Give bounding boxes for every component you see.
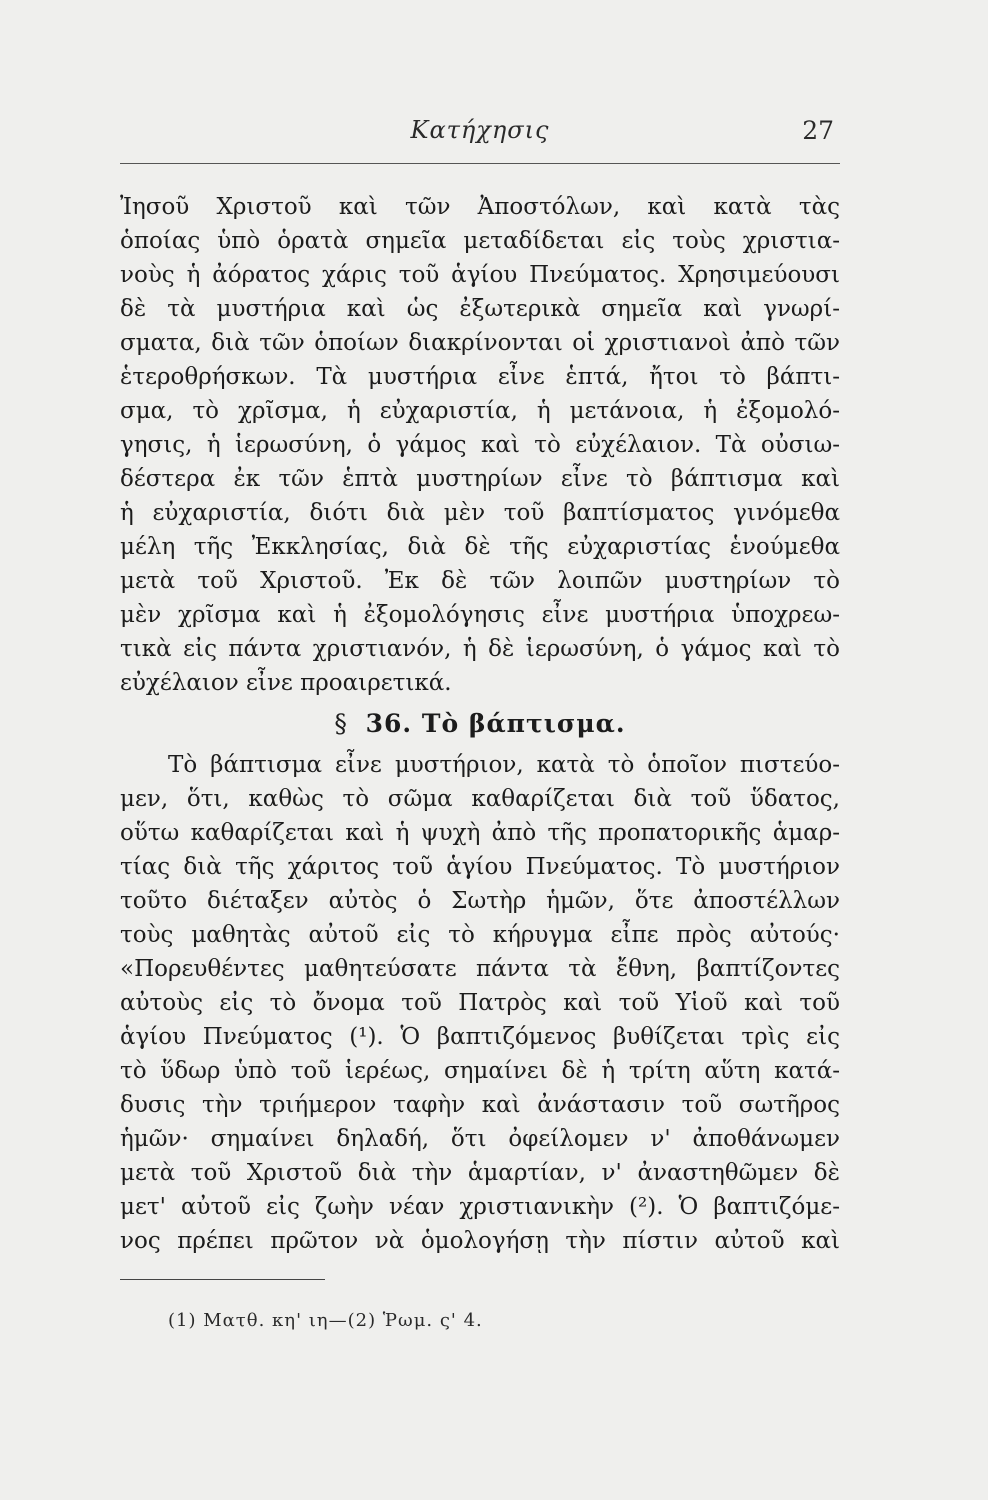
text-line: νοὺς ἡ ἀόρατος χάρις τοῦ ἁγίου Πνεύματος. Χρησιμεύουσι (120, 262, 840, 288)
text-line: τὸ ὕδωρ ὑπὸ τοῦ ἱερέως, σημαίνει δὲ ἡ τρίτη αὕτη κατά- (120, 1058, 840, 1084)
text-line: δυσις τὴν τριήμερον ταφὴν καὶ ἀνάστασιν τοῦ σωτῆρος (120, 1092, 840, 1118)
text-line: μέλη τῆς Ἐκκλησίας, διὰ δὲ τῆς εὐχαριστίας ἑνούμεθα (120, 534, 840, 560)
text-line: μετὰ τοῦ Χριστοῦ διὰ τὴν ἁμαρτίαν, ν' ἀναστηθῶμεν δὲ (120, 1160, 840, 1186)
page-number: 27 (802, 116, 834, 145)
text-line: Ἰησοῦ Χριστοῦ καὶ τῶν Ἀποστόλων, καὶ κατὰ τὰς (120, 194, 840, 220)
section-title: Τὸ βάπτισμα. (421, 709, 626, 738)
text-line: δὲ τὰ μυστήρια καὶ ὡς ἐξωτερικὰ σημεῖα καὶ γνωρί- (120, 296, 840, 322)
text-line: ἁγίου Πνεύματος (¹). Ὁ βαπτιζόμενος βυθίζεται τρὶς εἰς (120, 1024, 840, 1050)
text-line: ὁποίας ὑπὸ ὁρατὰ σημεῖα μεταδίδεται εἰς τοὺς χριστια- (120, 228, 840, 254)
text-line: μὲν χρῖσμα καὶ ἡ ἐξομολόγησις εἶνε μυστήρια ὑποχρεω- (120, 602, 840, 628)
paragraph-mysteries (120, 190, 840, 700)
section-heading (120, 700, 840, 748)
text-line: «Πορευθέντες μαθητεύσατε πάντα τὰ ἔθνη, βαπτίζοντες (120, 956, 840, 982)
text-line: αὐτοὺς εἰς τὸ ὄνομα τοῦ Πατρὸς καὶ τοῦ Υἱοῦ καὶ τοῦ (120, 990, 840, 1016)
text-line: σμα, τὸ χρῖσμα, ἡ εὐχαριστία, ἡ μετάνοια, ἡ ἐξομολό- (120, 398, 840, 424)
text-line: οὕτω καθαρίζεται καὶ ἡ ψυχὴ ἀπὸ τῆς προπατορικῆς ἁμαρ- (120, 820, 840, 846)
text-line: ἡμῶν· σημαίνει δηλαδή, ὅτι ὀφείλομεν ν' ἀποθάνωμεν (120, 1126, 840, 1152)
section-symbol: § (334, 709, 348, 738)
text-line: μεν, ὅτι, καθὼς τὸ σῶμα καθαρίζεται διὰ τοῦ ὕδατος, (120, 786, 840, 812)
running-title: Κατήχησις (410, 116, 550, 144)
text-line: μετ' αὐτοῦ εἰς ζωὴν νέαν χριστιανικὴν (²). Ὁ βαπτιζόμε- (120, 1194, 840, 1220)
text-line: εὐχέλαιον εἶνε προαιρετικά. (120, 670, 452, 696)
running-header (120, 116, 840, 152)
body-text (120, 190, 840, 1258)
paragraph-baptism (120, 748, 840, 1258)
text-line: γησις, ἡ ἱερωσύνη, ὁ γάμος καὶ τὸ εὐχέλαιον. Τὰ οὐσιω- (120, 432, 840, 458)
text-line: ἡ εὐχαριστία, διότι διὰ μὲν τοῦ βαπτίσματος γινόμεθα (120, 500, 840, 526)
text-line: Τὸ βάπτισμα εἶνε μυστήριον, κατὰ τὸ ὁποῖον πιστεύο- (168, 752, 840, 778)
text-line: νος πρέπει πρῶτον νὰ ὁμολογήσῃ τὴν πίστιν αὐτοῦ καὶ (120, 1228, 840, 1254)
text-line: δέστερα ἐκ τῶν ἑπτὰ μυστηρίων εἶνε τὸ βάπτισμα καὶ (120, 466, 840, 492)
text-line: σματα, διὰ τῶν ὁποίων διακρίνονται οἱ χριστιανοὶ ἀπὸ τῶν (120, 330, 840, 356)
text-line: τοῦτο διέταξεν αὐτὸς ὁ Σωτὴρ ἡμῶν, ὅτε ἀποστέλλων (120, 888, 840, 914)
text-line: τίας διὰ τῆς χάριτος τοῦ ἁγίου Πνεύματος. Τὸ μυστήριον (120, 854, 840, 880)
text-line: μετὰ τοῦ Χριστοῦ. Ἐκ δὲ τῶν λοιπῶν μυστηρίων τὸ (120, 568, 840, 594)
text-line: τικὰ εἰς πάντα χριστιανόν, ἡ δὲ ἱερωσύνη, ὁ γάμος καὶ τὸ (120, 636, 840, 662)
footnote: (1) Ματθ. κη' ιη—(2) Ῥωμ. ς' 4. (168, 1310, 483, 1331)
text-line: τοὺς μαθητὰς αὐτοῦ εἰς τὸ κήρυγμα εἶπε πρὸς αὐτούς· (120, 922, 840, 948)
footnote-rule (120, 1279, 325, 1280)
text-line: ἑτεροθρήσκων. Τὰ μυστήρια εἶνε ἑπτά, ἤτοι τὸ βάπτι- (120, 364, 840, 390)
section-number: 36. (365, 709, 413, 738)
header-rule (120, 163, 840, 164)
